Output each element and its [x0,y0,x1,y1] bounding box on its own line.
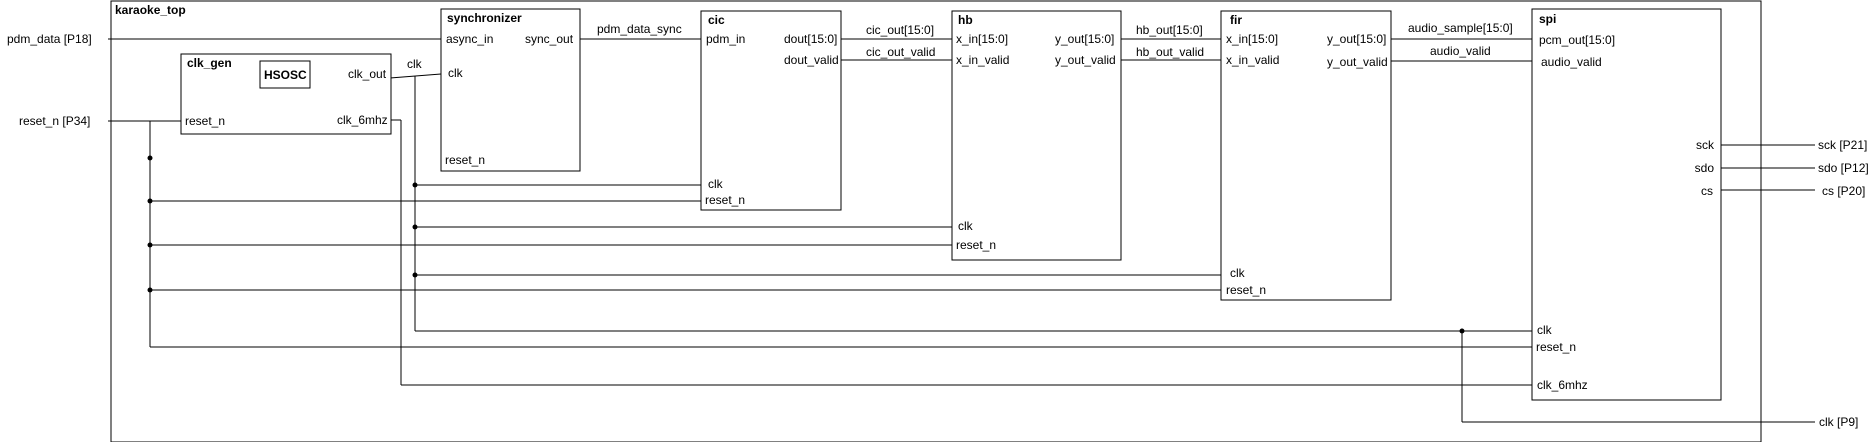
port-cs: cs [P20] [1822,184,1866,198]
pin-label: y_out_valid [1327,55,1388,69]
block-clk-gen [181,54,391,134]
pin-label: dout_valid [784,53,839,67]
junction-dot [148,243,153,248]
pin-label: clk_out [348,67,387,81]
block-hsosc [260,61,310,88]
block-title: cic [708,13,725,27]
pin-label: x_in[15:0] [1226,32,1279,46]
pin-label: x_in[15:0] [956,32,1009,46]
net-label: hb_out_valid [1136,45,1205,59]
pin-label: reset_n [1226,283,1267,297]
net-label: pdm_data_sync [597,22,682,36]
junction-dot [413,273,418,278]
net-label: audio_valid [1430,44,1491,58]
port-sck: sck [P21] [1818,138,1868,152]
block-title: spi [1539,12,1557,26]
net-label: clk [407,57,422,71]
pin-label: cs [1701,184,1713,198]
pin-label: async_in [446,32,494,46]
net-label: cic_out_valid [866,45,936,59]
port-pdm-data: pdm_data [P18] [7,32,92,46]
junction-dot [148,199,153,204]
net-label: hb_out[15:0] [1136,23,1203,37]
block-title: clk_gen [187,56,232,70]
pin-label: clk_6mhz [1537,378,1588,392]
pin-label: sync_out [525,32,574,46]
pin-label: pcm_out[15:0] [1539,33,1616,47]
pin-label: audio_valid [1541,55,1602,69]
block-synchronizer [441,9,580,171]
pin-label: x_in_valid [1226,53,1280,67]
pin-label: sdo [1694,161,1714,175]
pin-label: pdm_in [706,32,746,46]
pin-label: x_in_valid [956,53,1010,67]
pin-label: y_out[15:0] [1055,32,1115,46]
net-label: audio_sample[15:0] [1408,21,1513,35]
pin-label: clk [958,219,973,233]
block-title: hb [958,13,973,27]
karaoke-top-title: karaoke_top [115,3,186,17]
block-fir [1221,11,1391,300]
block-cic [701,11,841,210]
block-hb [952,11,1121,260]
pin-label: clk_6mhz [337,113,388,127]
pin-label: clk [1230,266,1245,280]
pin-label: y_out_valid [1055,53,1116,67]
junction-dot [413,225,418,230]
pin-label: clk [708,177,723,191]
pin-label: sck [1696,138,1714,152]
pin-label: clk [448,66,463,80]
junction-dot [148,288,153,293]
pin-label: y_out[15:0] [1327,32,1387,46]
port-reset-n: reset_n [P34] [19,114,91,128]
junction-dot [148,156,153,161]
port-sdo: sdo [P12] [1818,161,1869,175]
pin-label: dout[15:0] [784,32,838,46]
pin-label: reset_n [445,153,486,167]
pin-label: reset_n [1536,340,1577,354]
block-title: fir [1230,13,1242,27]
junction-dot [1460,329,1465,334]
port-clk: clk [P9] [1819,415,1859,429]
net-label: cic_out[15:0] [866,23,935,37]
block-title: HSOSC [264,68,307,82]
pin-label: clk [1537,323,1552,337]
block-title: synchronizer [447,11,522,25]
pin-label: reset_n [705,193,746,207]
junction-dot [413,183,418,188]
block-spi [1532,9,1721,400]
pin-label: reset_n [956,238,997,252]
pin-label: reset_n [185,114,226,128]
